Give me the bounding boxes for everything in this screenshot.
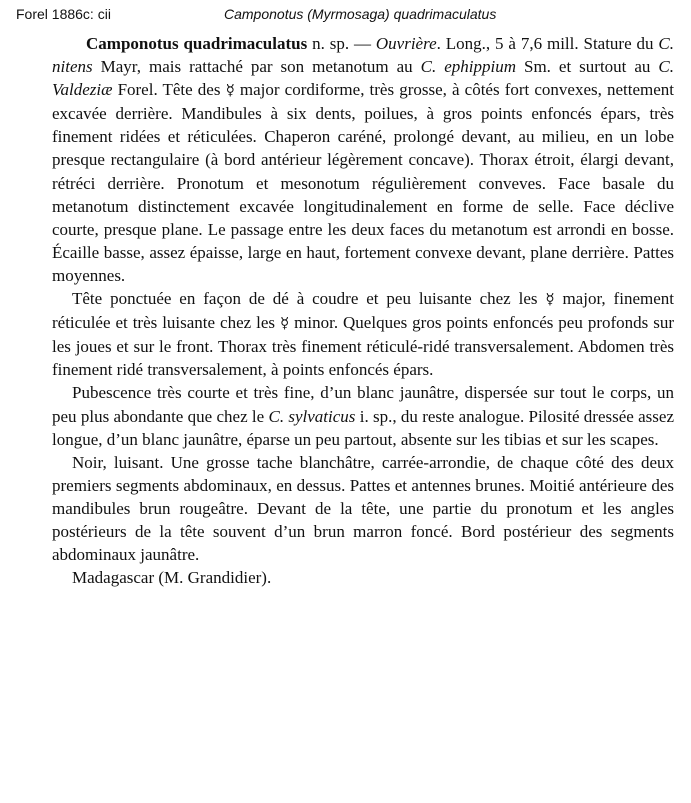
italic-term: C. Valdeziæ [52,57,675,100]
text-run: Madagascar (M. Grandidier). [72,568,272,588]
italic-term: C. sylvaticus [268,406,356,426]
description-text [52,32,674,589]
italic-term: C. nitens [52,34,675,77]
paragraph [52,287,674,381]
text-run: i. sp., du reste analogue. Pilosité dressée assez longue, d’un blanc jaunâtre, éparse un peu partout, absente sur les tibias et sur les scapes. [52,406,674,449]
paragraph [52,451,674,566]
text-run: Noir, luisant. Une grosse tache blanchâtre, carrée-arrondie, de chaque côté des deux premiers segments abdominaux, en dessus. Pattes et antennes brunes. Moitié antérieure des mandibules brun rougeâtre. Devant de la tête, une partie du pronotum et les angles postérieurs de la tête souvent d’un brun marron foncé. Bord postérieur des segments abdominaux jaunâtre. [52,452,674,565]
text-run: . Long., 5 à 7,6 mill. Stature du [436,34,659,53]
text-run: Pubescence très courte et très fine, d’un blanc jaunâtre, dispersée sur tout le corps, un peu plus abondante que chez le [52,383,674,426]
text-run: Mayr, mais rattaché par son metanotum au [92,57,421,77]
worker-symbol-icon: ☿ [225,81,235,100]
text-run: major cordiforme, très grosse, à côtés fort convexes, nettement excavée derrière. Mandibules à six dents, poilues, à gros points enfoncés épars, très finement ridées et réticulées. Chaperon caréné, prolongé devant, au milieu, en un lobe presque rectangulaire (à bord antérieur légèrement concave). Thorax étroit, élargi devant, rétréci derrière. Pronotum et mesonotum régulièrement conveves. Face basale du metanotum distinctement excavée longitudinalement en forme de selle. Face déclive courte, presque plane. Le passage entre les deux faces du metanotum est arrondi en bosse. Écaille basse, assez épaisse, large en haut, fortement convexe devant, plane derrière. Pattes moyennes. [52,80,674,285]
italic-term: C. ephippium [420,57,517,77]
text-run: major, finement réticulée et très luisante chez les [52,289,674,333]
text-run: Tête ponctuée en façon de dé à coudre et peu luisante chez les [72,289,546,309]
italic-term: Ouvrière [375,34,437,53]
paragraph [52,566,674,589]
page-header [0,0,691,26]
citation-reference: Forel 1886c: cii [16,6,111,22]
paragraph [52,32,674,287]
text-run: Forel. Tête des [112,80,226,100]
text-run: Sm. et surtout au [516,57,659,77]
text-run: minor. Quelques gros points enfoncés peu profonds sur les joues et sur le front. Thorax très finement réticulé-ridé transversalement. Abdomen très finement ridé transversalement, à points enfoncés épars. [52,313,674,380]
paragraph [52,381,674,450]
worker-symbol-icon: ☿ [545,290,555,309]
taxon-title: Camponotus (Myrmosaga) quadrimaculatus [224,6,497,22]
text-run: n. sp. — [307,34,376,53]
worker-symbol-icon: ☿ [279,314,290,333]
species-name: Camponotus quadrimaculatus [86,34,308,53]
